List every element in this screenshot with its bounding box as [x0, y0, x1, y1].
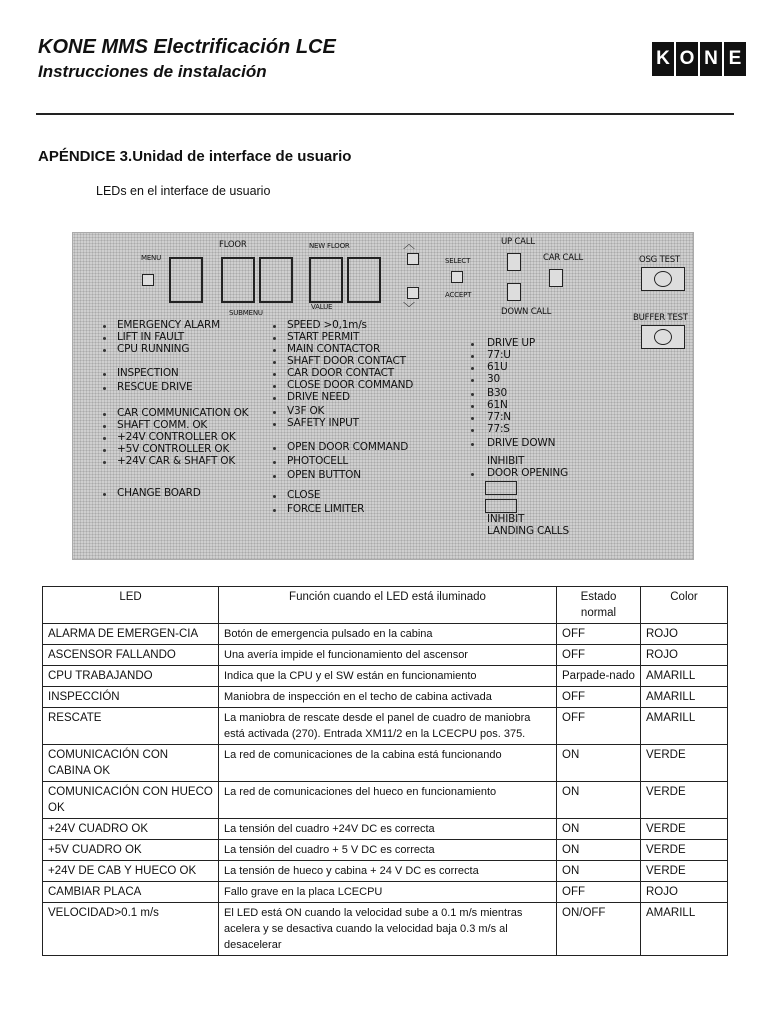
led-indicator — [471, 417, 474, 420]
osg-test-button — [641, 267, 685, 291]
led-cell: +24V CUADRO OK — [43, 819, 219, 840]
floor-digit-display — [259, 257, 293, 303]
state-cell: OFF — [557, 624, 641, 645]
color-cell: AMARILL — [641, 903, 728, 956]
function-cell: La maniobra de rescate desde el panel de cuadro de maniobra está activada (270). Entrada XM11/2 en la LCECPU pos. 375. — [219, 708, 557, 745]
led-cell: +5V CUADRO OK — [43, 840, 219, 861]
floor-label: FLOOR — [219, 240, 247, 250]
color-cell: AMARILL — [641, 708, 728, 745]
table-row — [43, 708, 728, 745]
value-label: VALUE — [311, 303, 333, 311]
color-cell: ROJO — [641, 882, 728, 903]
led-indicator — [103, 461, 106, 464]
led-indicator — [273, 447, 276, 450]
led-label: RESCUE DRIVE — [117, 381, 193, 393]
state-cell: ON — [557, 819, 641, 840]
led-label: CAR DOOR CONTACT — [287, 367, 394, 379]
logo-letter: E — [724, 42, 746, 76]
led-label: DRIVE NEED — [287, 391, 350, 403]
table-row — [43, 903, 728, 956]
led-label: 77:N — [487, 411, 511, 423]
led-label: INSPECTION — [117, 367, 179, 379]
document-subtitle: Instrucciones de instalación — [38, 62, 267, 81]
led-indicator — [103, 413, 106, 416]
led-label: DRIVE UP — [487, 337, 536, 349]
state-cell: ON/OFF — [557, 903, 641, 956]
led-indicator — [273, 385, 276, 388]
led-indicator — [103, 449, 106, 452]
inhibit-landing-switch — [485, 499, 517, 513]
table-row — [43, 624, 728, 645]
inhibit-label: INHIBIT — [487, 455, 525, 467]
column-header: LED — [43, 587, 219, 624]
led-indicator — [471, 473, 474, 476]
led-indicator — [273, 461, 276, 464]
led-indicator — [273, 495, 276, 498]
function-cell: La red de comunicaciones del hueco en funcionamiento — [219, 782, 557, 819]
document-title: KONE MMS Electrificación LCE — [38, 36, 336, 58]
led-indicator — [471, 393, 474, 396]
led-label: SHAFT COMM. OK — [117, 419, 208, 431]
function-cell: La tensión del cuadro + 5 V DC es correcta — [219, 840, 557, 861]
function-cell: Fallo grave en la placa LCECPU — [219, 882, 557, 903]
new-floor-label: NEW FLOOR — [309, 242, 350, 250]
led-label: +24V CAR & SHAFT OK — [117, 455, 236, 467]
led-indicator — [103, 349, 106, 352]
color-cell: VERDE — [641, 782, 728, 819]
table-row — [43, 819, 728, 840]
color-cell: VERDE — [641, 745, 728, 782]
color-cell: VERDE — [641, 861, 728, 882]
floor-digit-display — [169, 257, 203, 303]
led-indicator — [471, 379, 474, 382]
function-cell: La tensión del cuadro +24V DC es correcta — [219, 819, 557, 840]
led-indicator — [103, 437, 106, 440]
led-indicator — [273, 373, 276, 376]
table-header-row — [43, 587, 728, 624]
led-indicator — [273, 349, 276, 352]
accept-label: ACCEPT — [445, 291, 472, 299]
led-label: +5V CONTROLLER OK — [117, 443, 230, 455]
state-cell: ON — [557, 840, 641, 861]
led-label: B30 — [487, 387, 507, 399]
led-label: CAR COMMUNICATION OK — [117, 407, 249, 419]
arrow-up-icon: ︿ — [403, 237, 415, 251]
logo-letter: N — [700, 42, 722, 76]
table-row — [43, 745, 728, 782]
state-cell: Parpade-nado — [557, 666, 641, 687]
state-cell: OFF — [557, 687, 641, 708]
logo-letter: K — [652, 42, 674, 76]
table-row — [43, 782, 728, 819]
panel-caption: LEDs en el interface de usuario — [96, 184, 271, 198]
led-label: 61U — [487, 361, 508, 373]
down-button — [407, 287, 419, 299]
header-divider — [36, 113, 734, 115]
led-cell: COMUNICACIÓN CON CABINA OK — [43, 745, 219, 782]
led-cell: CAMBIAR PLACA — [43, 882, 219, 903]
up-call-button — [507, 253, 521, 271]
led-indicator — [471, 443, 474, 446]
color-cell: ROJO — [641, 624, 728, 645]
led-cell: INSPECCIÓN — [43, 687, 219, 708]
state-cell: ON — [557, 782, 641, 819]
menu-label: MENU — [141, 254, 162, 262]
state-cell: OFF — [557, 645, 641, 666]
floor-digit-display — [221, 257, 255, 303]
buffer-test-button — [641, 325, 685, 349]
led-label: 77:U — [487, 349, 511, 361]
function-cell: Botón de emergencia pulsado en la cabina — [219, 624, 557, 645]
state-cell: OFF — [557, 708, 641, 745]
up-call-label: UP CALL — [501, 237, 535, 247]
led-indicator — [471, 367, 474, 370]
led-indicator — [471, 343, 474, 346]
led-indicator — [273, 423, 276, 426]
color-cell: ROJO — [641, 645, 728, 666]
new-floor-digit-display — [309, 257, 343, 303]
function-cell: Una avería impide el funcionamiento del ascensor — [219, 645, 557, 666]
led-indicator — [103, 387, 106, 390]
led-indicator — [273, 411, 276, 414]
color-cell: VERDE — [641, 840, 728, 861]
led-cell: VELOCIDAD>0.1 m/s — [43, 903, 219, 956]
state-cell: OFF — [557, 882, 641, 903]
led-label: CLOSE — [287, 489, 321, 501]
led-indicator — [273, 361, 276, 364]
led-indicator — [273, 397, 276, 400]
color-cell: AMARILL — [641, 666, 728, 687]
inhibit-door-switch — [485, 481, 517, 495]
led-indicator — [103, 425, 106, 428]
led-cell: ALARMA DE EMERGEN-CIA — [43, 624, 219, 645]
led-label: MAIN CONTACTOR — [287, 343, 381, 355]
led-indicator — [273, 325, 276, 328]
state-cell: ON — [557, 861, 641, 882]
user-interface-panel — [72, 232, 694, 560]
led-label: V3F OK — [287, 405, 325, 417]
state-cell: ON — [557, 745, 641, 782]
led-label: 61N — [487, 399, 508, 411]
car-call-label: CAR CALL — [543, 253, 583, 263]
function-cell: La red de comunicaciones de la cabina está funcionando — [219, 745, 557, 782]
up-button — [407, 253, 419, 265]
new-floor-digit-display — [347, 257, 381, 303]
table-row — [43, 861, 728, 882]
led-label: 30 — [487, 373, 500, 385]
led-label: CPU RUNNING — [117, 343, 190, 355]
led-cell: CPU TRABAJANDO — [43, 666, 219, 687]
led-indicator — [103, 493, 106, 496]
led-indicator — [273, 337, 276, 340]
section-title: APÉNDICE 3.Unidad de interface de usuario — [38, 148, 352, 165]
led-label: CLOSE DOOR COMMAND — [287, 379, 414, 391]
led-cell: +24V DE CAB Y HUECO OK — [43, 861, 219, 882]
led-label: SAFETY INPUT — [287, 417, 359, 429]
led-label: PHOTOCELL — [287, 455, 349, 467]
logo-letter: O — [676, 42, 698, 76]
led-label: SHAFT DOOR CONTACT — [287, 355, 406, 367]
led-label: LIFT IN FAULT — [117, 331, 185, 343]
led-indicator — [103, 325, 106, 328]
column-header: Color — [641, 587, 728, 624]
select-button — [451, 271, 463, 283]
table-row — [43, 645, 728, 666]
buffer-test-label: BUFFER TEST — [633, 313, 688, 323]
color-cell: VERDE — [641, 819, 728, 840]
led-label: SPEED >0,1m/s — [287, 319, 367, 331]
led-label: 77:S — [487, 423, 510, 435]
kone-logo — [652, 42, 746, 76]
led-label: EMERGENCY ALARM — [117, 319, 220, 331]
column-header: Función cuando el LED está iluminado — [219, 587, 557, 624]
table-row — [43, 882, 728, 903]
car-call-button — [549, 269, 563, 287]
function-cell: Maniobra de inspección en el techo de cabina activada — [219, 687, 557, 708]
select-label: SELECT — [445, 257, 471, 265]
column-header: Estado normal — [557, 587, 641, 624]
led-indicator — [471, 355, 474, 358]
led-indicator — [103, 373, 106, 376]
function-cell: Indica que la CPU y el SW están en funcionamiento — [219, 666, 557, 687]
submenu-label: SUBMENU — [229, 309, 263, 317]
table-row — [43, 840, 728, 861]
function-cell: La tensión de hueco y cabina + 24 V DC es correcta — [219, 861, 557, 882]
function-cell: El LED está ON cuando la velocidad sube a 0.1 m/s mientras acelera y se desactiva cuando la velocidad baja 0.3 m/s al desacelerar — [219, 903, 557, 956]
led-cell: RESCATE — [43, 708, 219, 745]
led-label: DRIVE DOWN — [487, 437, 556, 449]
led-function-table — [42, 586, 728, 956]
door-opening-label: DOOR OPENING — [487, 467, 569, 479]
color-cell: AMARILL — [641, 687, 728, 708]
led-indicator — [103, 337, 106, 340]
led-cell: ASCENSOR FALLANDO — [43, 645, 219, 666]
led-label: START PERMIT — [287, 331, 360, 343]
led-label: FORCE LIMITER — [287, 503, 365, 515]
led-indicator — [273, 509, 276, 512]
led-label: OPEN DOOR COMMAND — [287, 441, 409, 453]
led-label: CHANGE BOARD — [117, 487, 201, 499]
table-row — [43, 687, 728, 708]
led-indicator — [273, 475, 276, 478]
down-call-button — [507, 283, 521, 301]
menu-button — [142, 274, 154, 286]
led-indicator — [471, 429, 474, 432]
table-row — [43, 666, 728, 687]
led-indicator — [471, 405, 474, 408]
down-call-label: DOWN CALL — [501, 307, 552, 317]
led-label: OPEN BUTTON — [287, 469, 361, 481]
led-cell: COMUNICACIÓN CON HUECO OK — [43, 782, 219, 819]
led-label: +24V CONTROLLER OK — [117, 431, 236, 443]
osg-test-label: OSG TEST — [639, 255, 680, 265]
inhibit-label: INHIBIT — [487, 513, 525, 525]
landing-calls-label: LANDING CALLS — [487, 525, 569, 537]
arrow-down-icon: ﹀ — [403, 301, 415, 315]
